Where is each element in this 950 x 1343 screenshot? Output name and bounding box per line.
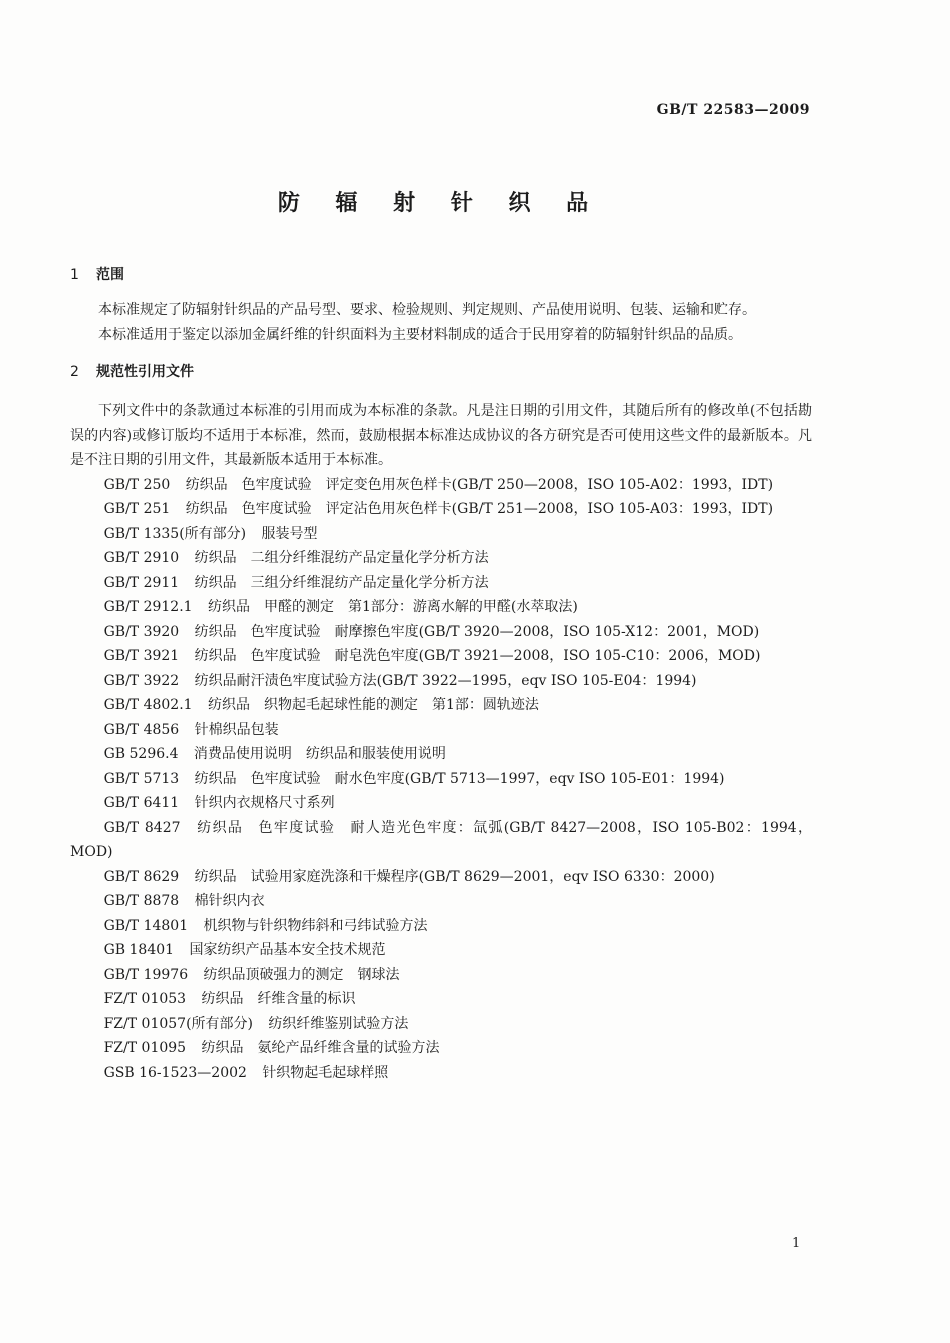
reference-item [70,1036,812,1061]
reference-title: 纺织品 织物起毛起球性能的测定 第1部：圆轨迹法 [207,697,539,713]
reference-code: GB 5296.4 [103,746,179,762]
section-number: 1 [70,267,79,283]
reference-item [70,546,812,571]
reference-item [70,963,812,988]
reference-item [70,767,812,792]
reference-title: 纺织品顶破强力的测定 钢球法 [203,966,400,983]
reference-item [70,620,812,645]
reference-code: GB/T 3920 [103,623,180,640]
reference-code: GB/T 3922 [103,672,180,689]
reference-code: GB/T 6411 [103,795,180,811]
reference-item [70,473,812,498]
reference-code: GB/T 250 [103,476,171,493]
reference-title: 纺织品 试验用家庭洗涤和干燥程序(GB/T 8629—2001，eqv ISO 6330：2000) [194,868,715,885]
section-title: 范围 [96,267,124,283]
reference-title: 国家纺织产品基本安全技术规范 [189,942,386,958]
page-number: 1 [792,1236,801,1251]
reference-code: FZ/T 01057(所有部分) [103,1015,253,1032]
paragraph: 本标准规定了防辐射针织品的产品号型、要求、检验规则、判定规则、产品使用说明、包装、运输和贮存。 [98,302,756,318]
reference-item [70,718,812,743]
reference-title: 纺织品 纤维含量的标识 [201,991,356,1007]
reference-code: GB/T 2910 [103,550,180,566]
reference-title: 纺织品 二组分纤维混纺产品定量化学分析方法 [194,550,489,566]
reference-code: GB/T 19976 [103,966,189,983]
document-body [70,262,812,1085]
reference-item [70,644,812,669]
reference-title: 纺织品耐汗渍色牢度试验方法(GB/T 3922—1995，eqv ISO 105-E04：1994) [194,672,697,689]
standard-code: GB/T 22583—2009 [656,102,810,118]
reference-title: 纺织品 甲醛的测定 第1部分：游离水解的甲醛(水萃取法) [207,599,578,615]
reference-title: 服装号型 [261,525,318,542]
reference-item [70,914,812,939]
reference-title: 纺织品 色牢度试验 耐水色牢度(GB/T 5713—1997，eqv ISO 105-E01：1994) [194,770,725,787]
reference-item [70,791,812,816]
document-title: 防 辐 射 针 织 品 [277,191,603,216]
reference-title: 纺织纤维鉴别试验方法 [268,1015,409,1032]
reference-title: 纺织品 色牢度试验 耐摩擦色牢度(GB/T 3920—2008，ISO 105-X12：2001，MOD) [194,623,760,640]
reference-item [70,816,812,865]
reference-code: FZ/T 01095 [103,1040,187,1056]
reference-item [70,1012,812,1037]
reference-code: GB/T 14801 [103,917,189,934]
reference-code: GB/T 1335(所有部分) [103,525,247,542]
reference-code: GB/T 8878 [103,893,180,909]
reference-code: GB/T 251 [103,501,171,517]
reference-title: 针织物起毛起球样照 [262,1064,389,1081]
reference-list [70,473,812,1086]
reference-code: GB/T 4802.1 [103,697,193,713]
reference-title: 纺织品 三组分纤维混纺产品定量化学分析方法 [194,574,489,591]
reference-item [70,889,812,914]
reference-title: 纺织品 色牢度试验 耐人造光色牢度：氙弧(GB/T 8427—2008，ISO 105-B02：1994，MOD) [70,819,812,860]
reference-item [70,938,812,963]
reference-item [70,987,812,1012]
reference-code: GB/T 2911 [103,574,180,591]
section-number: 2 [70,364,79,380]
section-heading-normative-references [70,359,812,385]
reference-title: 纺织品 色牢度试验 评定变色用灰色样卡(GB/T 250—2008，ISO 105-A02：1993，IDT) [185,476,774,493]
reference-item [70,1061,812,1086]
reference-title: 纺织品 色牢度试验 评定沾色用灰色样卡(GB/T 251—2008，ISO 105-A03：1993，IDT) [185,501,774,517]
reference-title: 机织物与针织物纬斜和弓纬试验方法 [203,917,428,934]
reference-title: 针棉织品包装 [194,721,279,738]
reference-code: GB/T 3921 [103,648,180,664]
reference-code: GB/T 4856 [103,721,180,738]
reference-item [70,669,812,694]
reference-title: 纺织品 氨纶产品纤维含量的试验方法 [201,1040,440,1056]
paragraph: 本标准适用于鉴定以添加金属纤维的针织面料为主要材料制成的适合于民用穿着的防辐射针织品的品质。 [98,326,742,343]
reference-title: 消费品使用说明 纺织品和服装使用说明 [193,746,446,762]
reference-code: GB/T 8427 [103,819,181,836]
reference-item [70,571,812,596]
reference-item [70,497,812,522]
reference-item [70,522,812,547]
reference-item [70,595,812,620]
reference-code: GB 18401 [103,942,175,958]
reference-item [70,865,812,890]
reference-code: GB/T 5713 [103,770,180,787]
reference-item [70,742,812,767]
paragraph: 下列文件中的条款通过本标准的引用而成为本标准的条款。凡是注日期的引用文件，其随后所有的修改单(不包括勘误的内容)或修订版均不适用于本标准，然而，鼓励根据本标准达成协议的各方研究是否可使用这些文件的最新版本。凡是不注日期的引用文件，其最新版本适用于本标准。 [70,403,812,468]
reference-code: GB/T 2912.1 [103,599,193,615]
reference-item [70,693,812,718]
reference-title: 纺织品 色牢度试验 耐皂洗色牢度(GB/T 3921—2008，ISO 105-C10：2006，MOD) [194,648,761,664]
reference-code: FZ/T 01053 [103,991,187,1007]
section-title: 规范性引用文件 [96,364,194,380]
reference-title: 针织内衣规格尺寸系列 [194,795,335,811]
section-heading-scope [70,262,812,288]
reference-title: 棉针织内衣 [194,893,265,909]
reference-code: GB/T 8629 [103,868,180,885]
reference-code: GSB 16-1523—2002 [103,1064,247,1081]
